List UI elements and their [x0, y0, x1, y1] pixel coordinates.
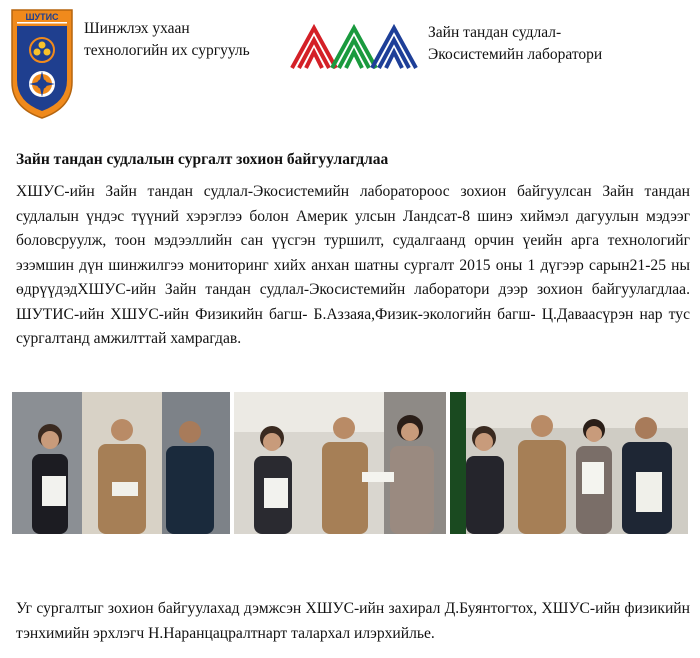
article-footer: Уг сургалтыг зохион байгуулахад дэмжсэн ХШУС-ийн захирал Д.Буянтогтох, ХШУС-ийн физикийн тэнхимийн эрхлэгч Н.Наранцацралтнарт талархал илэрхийлье.: [16, 600, 690, 642]
lab-name-line1: Зайн тандан судлал-: [428, 24, 562, 41]
lab-name-line2: Экосистемийн лаборатори: [428, 46, 603, 63]
article-title: Зайн тандан судлалын сургалт зохион байгуулагдлаа: [16, 151, 389, 168]
photo-3: [450, 392, 688, 534]
photo-2: [234, 392, 446, 534]
university-name-line1: Шинжлэх ухаан: [84, 20, 190, 37]
logo-badge-text: ШУТИС: [25, 12, 59, 22]
photo-strip: [12, 392, 688, 534]
lab-logo: [290, 20, 418, 72]
photo-1: [12, 392, 230, 534]
lab-name: [428, 22, 602, 66]
university-logo: [10, 8, 74, 120]
article-body: ХШУС-ийн Зайн тандан судлал-Экосистемийн лаборатороос зохион байгуулсан Зайн тандан судлалын үндэс түүний хэрэглээ болон Америк улсын Ландсат-8 шинэ хиймэл дагуулын мэдээг боловсруулж, тоон мэдээллийн сан үүсгэн туршилт, судалгаанд орчин үеийн арга технологийг эзэмшин дүн шинжилгээ мониторинг хийх анхан шатны сургалт 2015 оны 1 дүгээр сарын21-25 ны өдрүүдэдХШУС-ийн Зайн тандан судлал-Экосистемийн лаборатори дээр зохион байгуулагдлаа. ШУТИС-ийн ХШУС-ийн Физикийн багш- Б.Аззаяа,Физик-экологийн багш- Ц.Даваасүрэн нар тус сургалтанд амжилттай хамрагдав.: [16, 183, 690, 347]
university-name-line2: технологийн их сургууль: [84, 42, 250, 59]
university-name: [84, 18, 250, 62]
